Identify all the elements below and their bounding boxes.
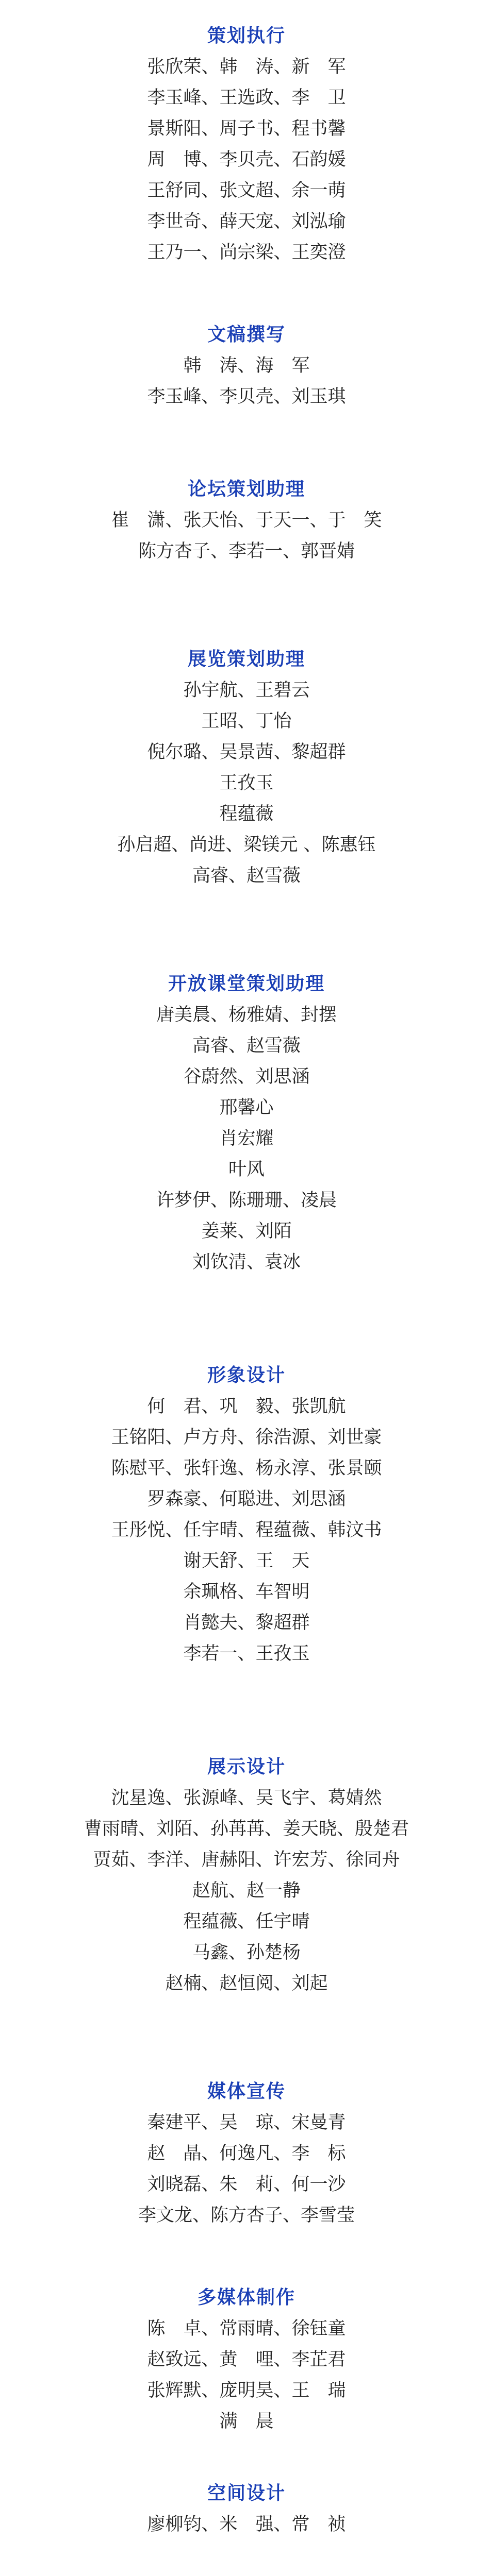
name-line: 李若一、王孜玉 (183, 1643, 310, 1664)
name-line: 崔 潇、张天怡、于天一、于 笑 (111, 510, 382, 531)
section-title: 策划执行 (207, 25, 286, 46)
name-line: 陈 卓、常雨晴、徐钰童 (147, 2318, 346, 2339)
name-line: 余珮格、车智明 (183, 1582, 310, 1602)
section-planning-execution (0, 21, 493, 268)
section-multimedia-production (0, 2282, 493, 2437)
section-title: 空间设计 (207, 2483, 286, 2504)
section-space-design (0, 2478, 493, 2540)
section-title: 展示设计 (207, 1756, 286, 1777)
name-line: 程蕴薇、任宇晴 (183, 1911, 310, 1932)
section-visual-identity (0, 1360, 493, 1669)
name-line: 刘钦清、袁冰 (192, 1252, 301, 1273)
name-line: 孙宇航、王碧云 (183, 680, 310, 701)
name-line: 姜莱、刘陌 (201, 1221, 292, 1242)
name-line: 满 晨 (219, 2411, 274, 2432)
name-line: 张辉默、庞明昊、王 瑞 (147, 2380, 346, 2401)
name-line: 唐美晨、杨雅婧、封摆 (156, 1005, 337, 1025)
name-line: 谢天舒、王 天 (183, 1551, 310, 1571)
name-line: 王乃一、尚宗梁、王奕澄 (147, 242, 346, 263)
section-title (0, 2573, 493, 2576)
name-line: 叶风 (228, 1159, 265, 1180)
section-title: 多媒体制作 (197, 2287, 295, 2308)
name-line: 谷蔚然、刘思涵 (183, 1066, 310, 1087)
name-line: 李玉峰、王选政、李 卫 (147, 88, 346, 108)
section-title: 形象设计 (207, 1365, 286, 1386)
section-title: 开放课堂策划助理 (168, 973, 325, 994)
section-open-class-planning-assistants (0, 969, 493, 1278)
name-line: 韩 涛、海 军 (183, 355, 310, 376)
name-line: 王彤悦、任宇晴、程蕴薇、韩汶书 (111, 1520, 382, 1540)
name-line: 程蕴薇 (219, 804, 274, 824)
name-line: 赵致远、黄 哩、李芷君 (147, 2349, 346, 2370)
name-line: 王昭、丁怡 (201, 711, 292, 732)
name-line: 许梦伊、陈珊珊、凌晨 (156, 1190, 337, 1211)
name-line: 李世奇、薛天宠、刘泓瑜 (147, 211, 346, 232)
name-line: 秦建平、吴 琼、宋曼青 (147, 2112, 346, 2133)
name-line: 高睿、赵雪薇 (192, 866, 301, 886)
name-line: 李玉峰、李贝壳、刘玉琪 (147, 386, 346, 407)
name-line: 孙启超、尚进、梁镁元 、陈惠钰 (117, 835, 376, 855)
name-line: 沈星逸、张源峰、吴飞宇、葛婧然 (111, 1788, 382, 1808)
name-line: 王铭阳、卢方舟、徐浩源、刘世豪 (111, 1427, 382, 1448)
name-line: 廖柳钧、米 强、常 祯 (147, 2514, 346, 2535)
section-title: 论坛策划助理 (187, 479, 305, 500)
name-line: 赵航、赵一静 (192, 1880, 301, 1901)
name-line: 肖懿夫、黎超群 (183, 1613, 310, 1633)
section-media-publicity (0, 2076, 493, 2231)
section-forum-planning-assistants (0, 474, 493, 567)
name-line: 周 博、李贝壳、石韵媛 (147, 149, 346, 170)
name-line: 赵楠、赵恒阅、刘起 (165, 1973, 328, 1994)
name-line: 贾茹、李洋、唐赫阳、许宏芳、徐同舟 (93, 1850, 400, 1870)
name-line: 陈慰平、张轩逸、杨永淳、张景颐 (111, 1458, 382, 1479)
name-line: 高睿、赵雪薇 (192, 1036, 301, 1056)
name-line: 张欣荣、韩 涛、新 军 (147, 57, 346, 77)
section-title: 媒体宣传 (207, 2081, 286, 2102)
name-line: 肖宏耀 (219, 1128, 274, 1149)
name-line: 罗森豪、何聪进、刘思涵 (147, 1489, 346, 1510)
name-line: 赵 晶、何逸凡、李 标 (147, 2143, 346, 2164)
name-line: 王孜玉 (219, 773, 274, 793)
name-line: 刘晓磊、朱 莉、何一沙 (147, 2174, 346, 2195)
section-exhibition-planning-assistants (0, 644, 493, 891)
name-line: 何 君、巩 毅、张凯航 (147, 1396, 346, 1417)
name-line: 王舒同、张文超、余一萌 (147, 180, 346, 201)
section-conference-affairs (0, 2573, 493, 2576)
section-exhibition-design (0, 1752, 493, 1999)
section-title: 文稿撰写 (207, 324, 286, 345)
section-title: 展览策划助理 (187, 649, 305, 670)
name-line: 邢馨心 (219, 1097, 274, 1118)
name-line: 倪尔璐、吴景茜、黎超群 (147, 742, 346, 762)
name-line: 景斯阳、周子书、程书馨 (147, 118, 346, 139)
name-line: 李文龙、陈方杏子、李雪莹 (138, 2205, 355, 2226)
name-line: 曹雨晴、刘陌、孙苒苒、姜天晓、殷楚君 (84, 1819, 409, 1839)
name-line: 陈方杏子、李若一、郭晋婧 (138, 541, 355, 562)
section-copywriting (0, 319, 493, 412)
name-line: 马鑫、孙楚杨 (192, 1942, 301, 1963)
